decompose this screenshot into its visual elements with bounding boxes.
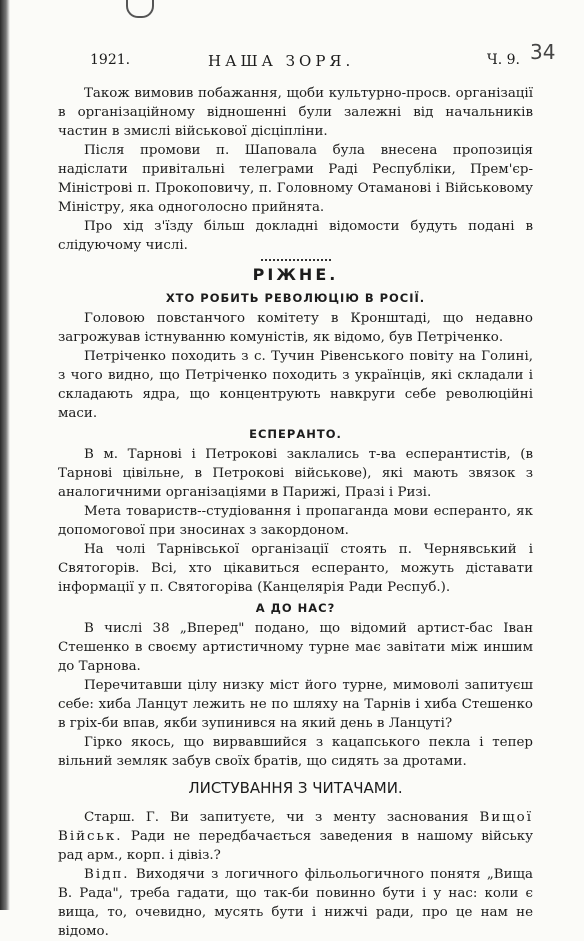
paragraph: В числі 38 „Вперед" подано, що відомий артист-бас Іван Стешенко в своєму артистичному турне має завітати між иншим до Тарнова. [58,621,533,674]
paragraph: Після промови п. Шаповала була внесена пропозиція надіслати привітальні телеграми Раді Республіки, Прем'єр-Міністрові п. Прокоповичу, п. Головному Отаманові і Військовому Міністру, яка одноголосно прийнята. [58,143,533,215]
paragraph: Петріченко походить з с. Тучин Рівенського повіту на Голині, з чого видно, що Петріченко походить з українців, які складали і складають ядра, що концентрують навкруги себе революційні маси. [58,349,533,421]
subheading-a-do-nas: А ДО НАС? [255,601,336,615]
page-header [90,52,520,74]
paragraph: В м. Тарнові і Петрокові заклались т-ва есперантистів, (в Тарнові цівільне, в Петрокові військове), які мають звязок з аналогичними організаціями в Парижі, Празі і Ризі. [58,447,533,500]
subheading-esperanto: ЕСПЕРАНТО. [249,427,342,441]
paragraph: Головою повстанчого комітету в Кронштаді, що недавно загрожував істнуванню комуністів, як відомо, був Петріченко. [58,311,533,345]
paragraph: На чолі Тарнівської організації стоять п. Чернявський і Святогорів. Всі, хто цікавиться есперанто, можуть діставати інформації у п. Святогоріва (Канцелярія Ради Респуб.). [58,542,533,595]
paragraph: Також вимовив побажання, щоби культурно-просв. організації в організаційному відношенні були залежні від начальників частин в змислі військової дісціпліни. [58,86,533,139]
letter-answer-text: Виходячи з логичного фільольогичного понятя „Вища В. Рада", треба гадати, що так-би повинно бути і у нас: коли є вища, то, очевидно, мусять бути і нижчі ради, про це нам не відомо. [58,867,533,939]
letter-answer [58,865,533,941]
scan-shadow-edge [0,0,10,910]
section-heading-rizhne: РІЖНЕ. [252,265,339,284]
handwritten-mark [126,0,154,18]
handwritten-page-number: 34 [530,40,556,64]
letter-question-prefix: Старш. Г. Ви запитуєте, чи з менту заснования [84,810,469,825]
paragraph: Про хід з'їзду більш докладні відомости будуть подані в слідуючому числі. [58,219,533,253]
letter-question-rest: Ради не передбачається заведения в нашому війську рад арм., корп. і дівіз.? [58,829,533,863]
section-heading-letters: ЛИСТУВАННЯ З ЧИТАЧАМИ. [188,779,403,797]
letter-question [58,808,533,865]
paragraph: Мета товариств--студіовання і пропаганда мови есперанто, як допомогової при зносинах з закордоном. [58,504,533,538]
header-year: 1921. [90,52,131,68]
letter-question-spaced: Вищої Військ. [58,810,533,844]
bleed-through-mark [250,70,256,83]
divider [261,259,331,261]
newspaper-title: НАША ЗОРЯ. [208,52,355,70]
paragraph: Перечитавши цілу низку міст його турне, мимоволі запитуєш себе: хиба Ланцут лежить не по шляху на Тарнів і хиба Стешенко в гріх-би впав, якби зупинився на який день в Ланцуті? [58,678,533,731]
letter-answer-label: Відп. [84,867,130,882]
paragraph: Гірко якось, що вирвавшийся з кацапського пекла і тепер вільний земляк забув своїх братів, що сидять за дротами. [58,735,533,769]
issue-number: Ч. 9. [486,52,520,68]
subheading-who: ХТО РОБИТЬ РЕВОЛЮЦІЮ В РОСІЇ. [165,291,426,305]
article-body [58,84,533,941]
